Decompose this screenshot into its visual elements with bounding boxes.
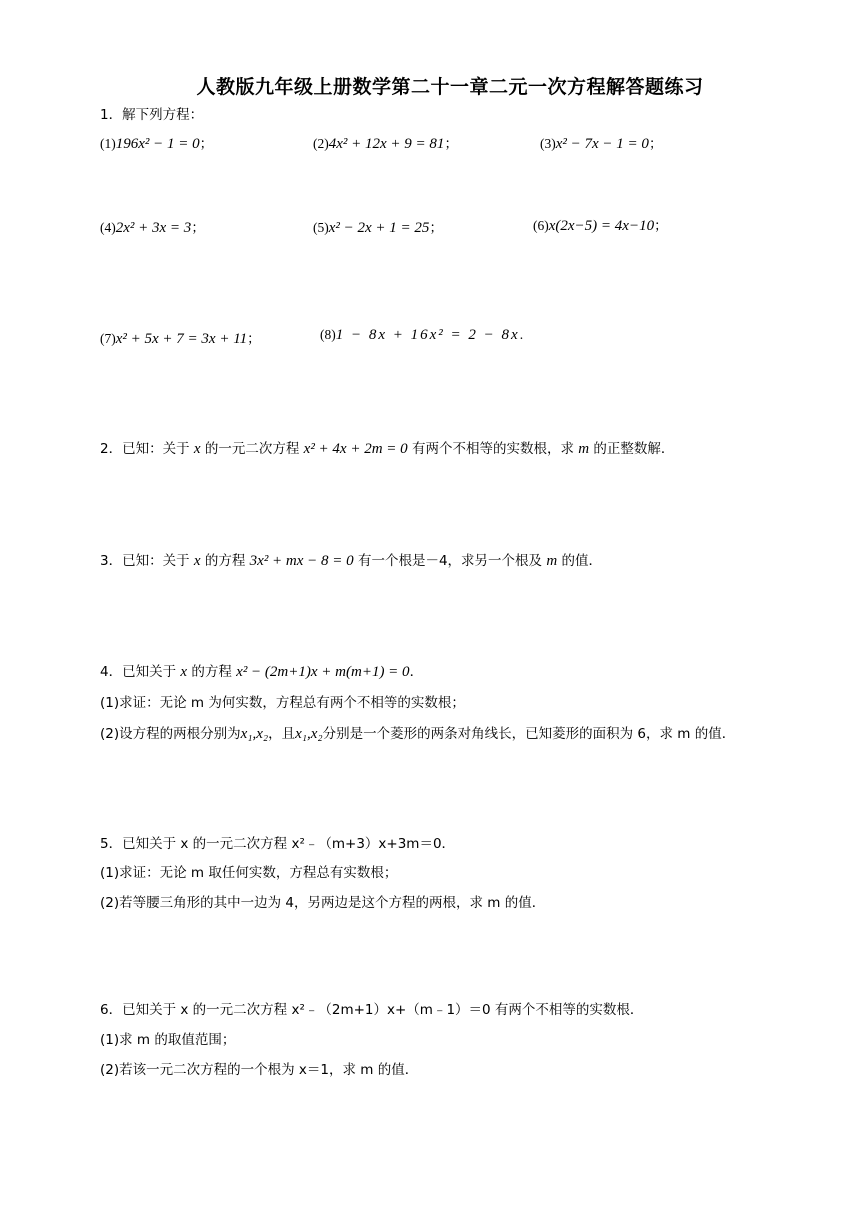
q1-item-5-sep: ；: [429, 220, 443, 235]
q1-item-8: [320, 327, 523, 344]
q4-roots-2: x₁,x₂: [295, 726, 323, 742]
q6-part-1: (1)求 m 的取值范围；: [100, 1032, 236, 1048]
q3-part-a: 3．已知：关于: [100, 553, 194, 569]
q4-part-1: (1)求证：无论 m 为何实数，方程总有两个不相等的实数根；: [100, 695, 465, 711]
q4-roots-1: x₁,x₂: [240, 726, 269, 742]
q2-var-m: m: [578, 441, 590, 457]
q2-part-e: 有两个不相等的实数根，求: [407, 441, 579, 457]
q3-part-g: 的值．: [557, 553, 602, 569]
q1-item-6-label: (6): [533, 218, 549, 233]
q1-item-5: [313, 216, 443, 237]
q1-item-3-sep: ；: [648, 136, 663, 151]
q4-p2-a: (2)设方程的两根分别为: [100, 726, 241, 742]
q1-item-8-sep: .: [519, 327, 524, 342]
q2-var-x: x: [193, 441, 201, 457]
q1-item-4: [100, 216, 205, 237]
q1-item-3: [540, 132, 662, 153]
q1-item-2: [313, 132, 458, 153]
q4-part-2: [100, 722, 735, 743]
q1-item-3-expr: x² − 7x − 1 = 0: [555, 136, 649, 152]
q4-equation: x² − (2m+1)x + m(m+1) = 0: [236, 664, 410, 680]
q1-item-2-label: (2): [313, 136, 329, 151]
page-title: 人教版九年级上册数学第二十一章二元一次方程解答题练习: [196, 76, 704, 98]
q1-item-7-sep: ；: [247, 331, 261, 346]
q3-equation: 3x² + mx − 8 = 0: [249, 553, 354, 569]
q3-part-e: 有一个根是－4，求另一个根及: [353, 553, 547, 569]
q1-item-3-label: (3): [540, 136, 556, 151]
q1-item-8-label: (8): [320, 327, 336, 342]
q1-item-1-sep: ；: [199, 136, 214, 151]
q1-item-4-label: (4): [100, 220, 116, 235]
q1-item-7-expr: x² + 5x + 7 = 3x + 11: [115, 331, 248, 347]
q1-item-6-expr: x(2x−5) = 4x−10: [548, 218, 655, 234]
q3-var-m: m: [546, 553, 558, 569]
q2-part-c: 的一元二次方程: [200, 441, 304, 457]
q1-item-2-sep: ；: [444, 136, 458, 151]
q1-item-1: [100, 132, 213, 153]
q4-p2-e: 分别是一个菱形的两条对角线长，已知菱形的面积为 6，求 m 的值．: [322, 726, 736, 742]
q4-part-e: ．: [409, 664, 424, 680]
q1-intro: 1．解下列方程：: [100, 107, 204, 123]
q3-var-x: x: [193, 553, 201, 569]
q2-text: [100, 437, 674, 458]
q1-item-1-label: (1): [100, 136, 116, 151]
q2-part-g: 的正整数解．: [589, 441, 675, 457]
q1-item-2-expr: 4x² + 12x + 9 = 81: [328, 136, 445, 152]
q1-item-1-expr: 196x² − 1 = 0: [115, 136, 200, 152]
q5-part-2: (2)若等腰三角形的其中一边为 4，另两边是这个方程的两根，求 m 的值．: [100, 895, 546, 911]
q4-part-a: 4．已知关于: [100, 664, 181, 680]
q1-item-4-expr: 2x² + 3x = 3: [115, 220, 192, 236]
q4-text: [100, 660, 423, 681]
q5-text: 5．已知关于 x 的一元二次方程 x²﹣（m+3）x+3m＝0．: [100, 836, 456, 852]
q1-item-8-expr: 1 − 8x + 16x² = 2 − 8x: [335, 327, 520, 343]
q1-item-6-sep: ；: [654, 218, 668, 233]
q1-item-5-expr: x² − 2x + 1 = 25: [328, 220, 430, 236]
q2-part-a: 2．已知：关于: [100, 441, 194, 457]
q3-part-c: 的方程: [200, 553, 250, 569]
q6-text: 6．已知关于 x 的一元二次方程 x²﹣（2m+1）x+（m﹣1）＝0 有两个不相等的实数根．: [100, 1002, 644, 1018]
q4-p2-c: ，且: [268, 726, 296, 742]
q2-equation: x² + 4x + 2m = 0: [303, 441, 408, 457]
q1-item-6: [533, 214, 668, 235]
q6-part-2: (2)若该一元二次方程的一个根为 x＝1，求 m 的值．: [100, 1062, 419, 1078]
q3-text: [100, 549, 602, 570]
q4-var-x: x: [180, 664, 188, 680]
q1-item-7-label: (7): [100, 331, 116, 346]
q1-item-7: [100, 327, 261, 348]
q1-item-5-label: (5): [313, 220, 329, 235]
q4-part-c: 的方程: [187, 664, 237, 680]
q5-part-1: (1)求证：无论 m 取任何实数，方程总有实数根；: [100, 865, 398, 881]
q1-item-4-sep: ；: [191, 220, 205, 235]
